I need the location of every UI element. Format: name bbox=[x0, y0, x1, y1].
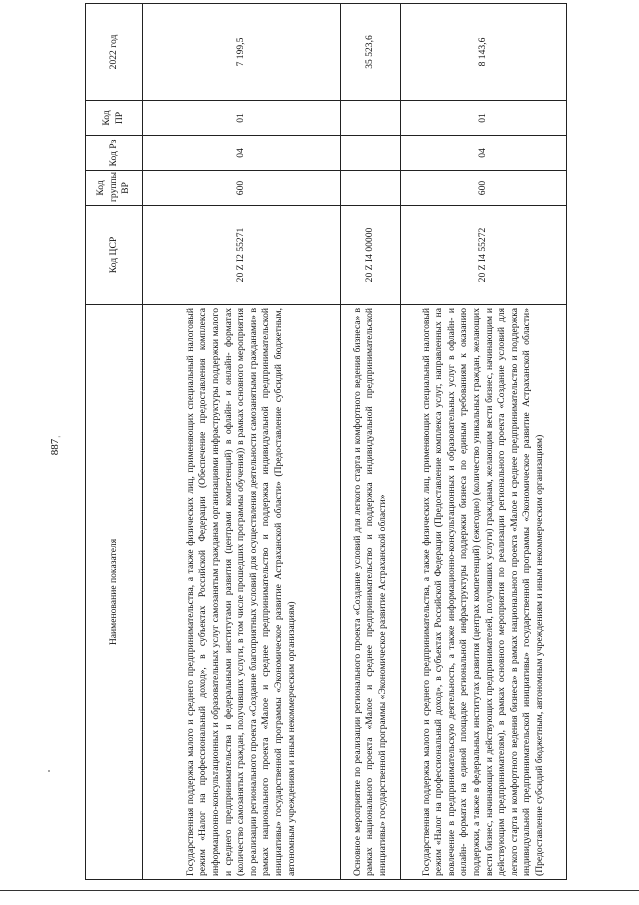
row-2-amount: 35 523,6 bbox=[341, 4, 401, 101]
row-3-amount: 8 143,6 bbox=[401, 4, 567, 101]
page-tick-mark: - bbox=[58, 432, 61, 441]
bottom-rule bbox=[0, 890, 639, 891]
table-row bbox=[143, 4, 341, 880]
header-csr: Код ЦСР bbox=[86, 206, 143, 305]
header-pr: Код ПР bbox=[86, 101, 143, 136]
header-name: Наименование показателя bbox=[86, 305, 143, 880]
header-vr: Код группы ВР bbox=[86, 171, 143, 206]
row-2-name: Основное мероприятие по реализации регионального проекта «Создание условий для легкого старта и комфортного ведения бизнеса» в рамках национального проекта «Малое и среднее предпринимательство и поддержка индивидуальной предпринимательской инициативы» государственной программы «Экономическое развитие Астраханской области» bbox=[341, 305, 401, 880]
table-row bbox=[401, 4, 567, 880]
row-1-amount: 7 199,5 bbox=[143, 4, 341, 101]
budget-table bbox=[85, 3, 567, 880]
row-3-name: Государственная поддержка малого и среднего предпринимательства, а также физических лиц, применяющих специальный налоговый режим «Налог на профессиональный доход», в субъектах Российской Федерации (Предоставление комплекса услуг, направленных на вовлечение в предпринимательскую деятельность, а также информационно-консультационных и образовательных услуг в офлайн- и онлайн- форматах на единой площадке региональной инфраструктуры поддержки бизнеса по единым требованиям к оказанию поддержки, а также в федеральных институтах развития (центрах компетенций) (ежегодно) (количество уникальных граждан, желающих вести бизнес, начинающих и действующих предпринимателей, получивших услуги) гражданам, желающим вести бизнес, начинающим и действующим предпринимателям), в рамках основного мероприятия по реализации регионального проекта «Создание условий для легкого старта и комфортного ведения бизнеса» в рамках национального проекта «Малое и среднее предпринимательство и поддержка индивидуальной предпринимательской инициативы» государственной программы «Экономическое развитие Астраханской области» (Предоставление субсидий бюджетным, автономным учреждениям и иным некоммерческим организациям) bbox=[401, 305, 567, 880]
rotated-table-wrapper bbox=[85, 32, 565, 880]
row-1-rz: 04 bbox=[143, 136, 341, 171]
row-3-csr: 20 Z I4 55272 bbox=[401, 206, 567, 305]
header-rz: Код Рз bbox=[86, 136, 143, 171]
table-row bbox=[341, 4, 401, 880]
row-1-csr: 20 Z I2 55271 bbox=[143, 206, 341, 305]
row-2-pr bbox=[341, 101, 401, 136]
row-3-pr: 01 bbox=[401, 101, 567, 136]
scan-speck bbox=[48, 770, 50, 772]
row-1-name: Государственная поддержка малого и среднего предпринимательства, а также физических лиц, применяющих специальный налоговый режим «Налог на профессиональный доход», в субъектах Российской Федерации (Обеспечение предоставления комплекса информационно-консультационных и образовательных услуг самозанятым гражданам организациями инфраструктуры поддержки малого и среднего предпринимательства и федеральными институтами развития (центрами компетенций) в офлайн- и онлайн- форматах (количество самозанятых граждан, получивших услуги, в том числе прошедших программы обучения)) в рамках основного мероприятия по реализации регионального проекта «Создание благоприятных условий для осуществления деятельности самозанятыми гражданами» в рамках национального проекта «Малое и среднее предпринимательство и поддержка индивидуальной предпринимательской инициативы» государственной программы «Экономическое развитие Астраханской области» (Предоставление субсидий бюджетным, автономным учреждениям и иным некоммерческим организациям) bbox=[143, 305, 341, 880]
row-3-vr: 600 bbox=[401, 171, 567, 206]
row-2-csr: 20 Z I4 00000 bbox=[341, 206, 401, 305]
page-number: 887 bbox=[49, 438, 61, 456]
row-1-pr: 01 bbox=[143, 101, 341, 136]
rotated-table-frame bbox=[85, 32, 565, 880]
row-2-rz bbox=[341, 136, 401, 171]
row-3-rz: 04 bbox=[401, 136, 567, 171]
header-2022: 2022 год bbox=[86, 4, 143, 101]
row-1-vr: 600 bbox=[143, 171, 341, 206]
table-header-row bbox=[86, 4, 143, 880]
row-2-vr bbox=[341, 171, 401, 206]
